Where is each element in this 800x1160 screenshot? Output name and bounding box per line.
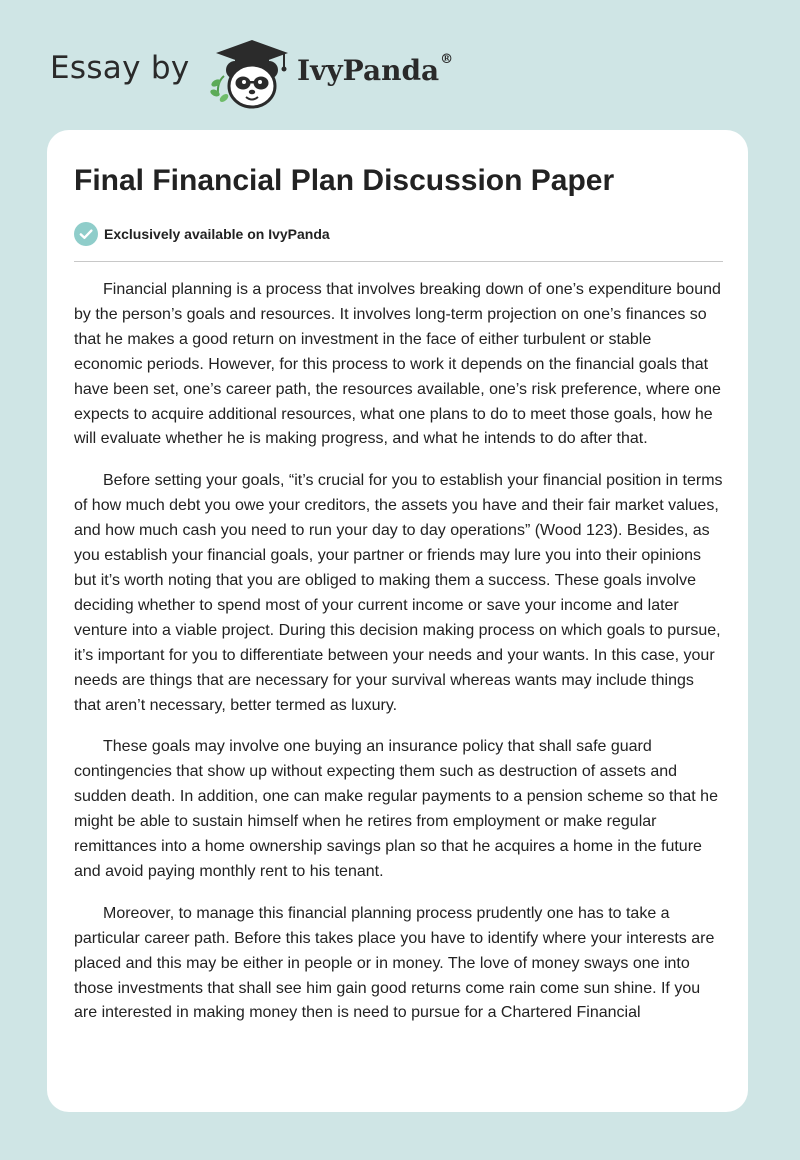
divider [74,261,723,262]
paragraph: Financial planning is a process that involves breaking down of one’s expenditure bound by the person’s goals and resources. It involves long-term projection on one’s finances so that he makes a good return on investment in the face of either turbulent or stable economic periods. However, for this process to work it depends on the financial goals that have been set, one’s career path, the resources available, one’s risk preference, where one expects to acquire additional resources, what one plans to do to meet those goals, how he will evaluate whether he is making progress, and what he intends to do after that. [74,281,721,448]
page-title: Final Financial Plan Discussion Paper [74,164,615,197]
registered-mark: ® [440,52,454,67]
paragraph: Before setting your goals, “it’s crucial for you to establish your financial position in terms of how much debt you owe your creditors, the assets you have and their fair market values, and how much cash you need to run your day to day operations” (Wood 123). Besides, as you establish your financial goals, your partner or friends may lure you into their opinions but it’s worth noting that you are obliged to making them a success. These goals involve deciding whether to spend most of your current income or save your income and later venture into a viable project. During this decision making process on which goals to pursue, it’s important for you to differentiate between your needs and your wants. In this case, your needs are things that are necessary for your survival whereas wants may include things that aren’t necessary, better termed as luxury. [74,472,723,714]
brand-name [297,54,453,87]
essay-by-label: Essay by [50,50,190,86]
paragraph: These goals may involve one buying an insurance policy that shall safe guard contingencies that show up without expecting them such as destruction of assets and sudden death. In addition, one can make regular payments to a pension scheme so that he might be able to sustain himself when he retires from employment or make regular remittances into a home ownership savings plan so that he acquires a home in the future and avoid paying monthly rent to his tenant. [74,738,718,880]
essay-card [47,130,748,1112]
paragraph: Moreover, to manage this financial planning process prudently one has to take a particular career path. Before this takes place you have to identify where your interests are placed and this may be either in people or in money. The love of money sways one into those investments that shall see him gain good returns come rain come sun shine. If you are interested in making money then is need to pursue for a Chartered Financial [74,904,715,1022]
essay-body [74,278,724,1043]
check-circle-icon [74,222,98,246]
exclusive-badge [74,222,330,246]
site-header [50,34,550,114]
exclusive-label: Exclusively available on IvyPanda [104,226,330,242]
brand-name-text: IvyPanda [297,54,440,87]
panda-graduate-logo-icon[interactable] [202,36,298,112]
